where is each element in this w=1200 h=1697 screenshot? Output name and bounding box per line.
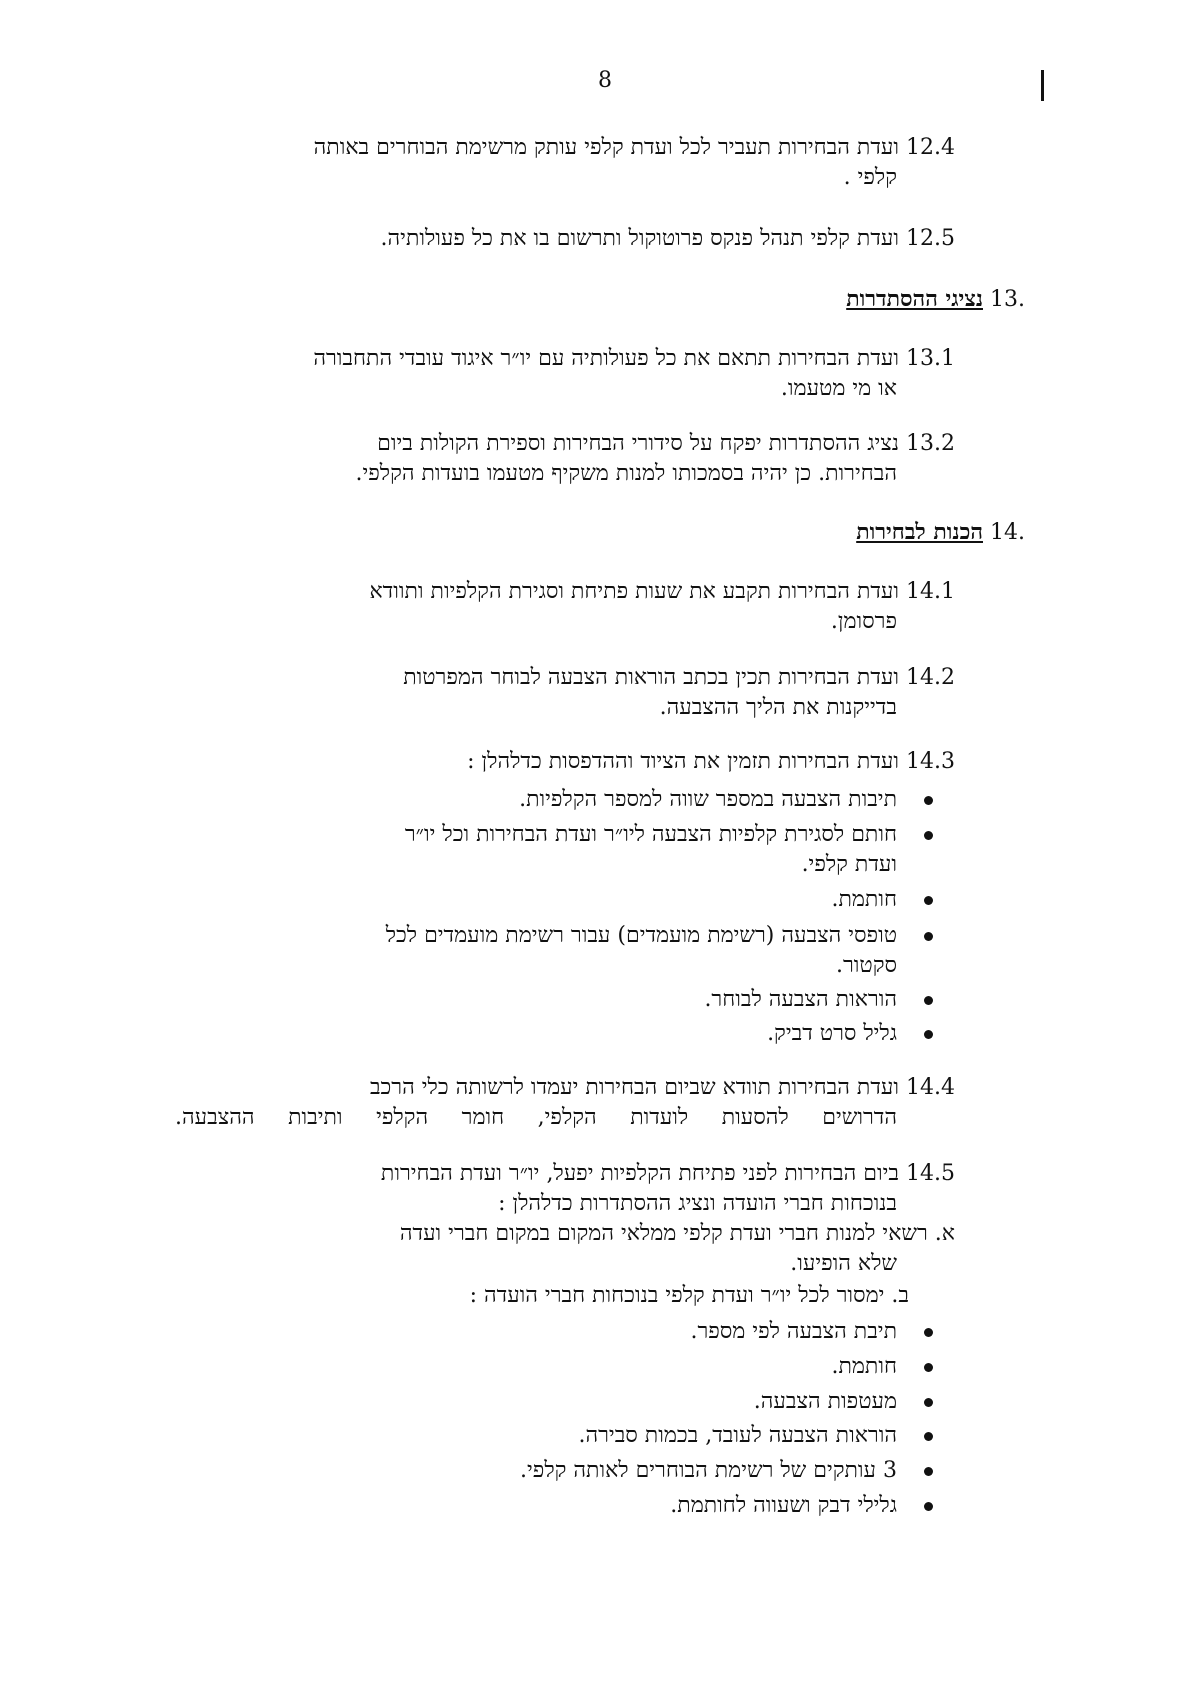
- sub-item-a-line-1: [400, 1220, 955, 1248]
- section-12-5-line-1: [381, 225, 955, 253]
- bullet-item: תיבת הצבעה לפי מספר.: [690, 1319, 897, 1344]
- section-12-4-line-2: קלפי .: [843, 165, 897, 190]
- section-text: ועדת קלפי תנהל פנקס פרוטוקול ותרשום בו את כל פעולותיה.: [380, 226, 900, 251]
- section-text: ועדת הבחירות תכין בכתב הוראות הצבעה לבוחר המפרטות: [403, 665, 900, 690]
- section-14-2-line-1: [403, 664, 955, 692]
- heading-number: 14.: [990, 520, 1025, 545]
- bullet-item: 3 עותקים של רשימת הבוחרים לאותה קלפי.: [520, 1458, 897, 1483]
- bullet-item: גליל סרט דביק.: [767, 1021, 897, 1046]
- bullet-icon: [924, 896, 933, 905]
- section-text: ביום הבחירות לפני פתיחת הקלפיות יפעל, יו״ר ועדת הבחירות: [380, 1161, 900, 1186]
- section-number: 12.4: [906, 135, 955, 160]
- bullet-icon: [924, 1363, 933, 1372]
- section-13-2-line-2: הבחירות. כן יהיה בסמכותו למנות משקיף מטעמו בועדות הקלפי.: [355, 461, 897, 486]
- section-number: 14.5: [906, 1161, 955, 1186]
- bullet-icon: [924, 996, 933, 1005]
- bullet-icon: [924, 796, 933, 805]
- section-13-2-line-1: [377, 430, 955, 458]
- bullet-icon: [924, 932, 933, 941]
- section-14-4-line-1: [370, 1074, 955, 1102]
- sub-item-b-line-1: [470, 1282, 909, 1310]
- bullet-item: טופסי הצבעה (רשימת מועמדים) עבור רשימת מועמדים לכל: [385, 923, 897, 948]
- bullet-icon: [924, 1030, 933, 1039]
- section-12-4-line-1: [314, 134, 955, 162]
- bullet-icon: [924, 1398, 933, 1407]
- bullet-item: גלילי דבק ושעווה לחותמת.: [670, 1493, 897, 1518]
- section-number: 13.1: [906, 346, 955, 371]
- section-14-5-line-1: [381, 1160, 955, 1188]
- section-number: 12.5: [906, 226, 955, 251]
- heading-number: 13.: [990, 287, 1025, 312]
- bullet-item: חותמת.: [831, 1354, 897, 1379]
- heading-14: [856, 518, 1025, 547]
- sub-item-text: ימסור לכל יו״ר ועדת קלפי בנוכחות חברי הועדה :: [469, 1283, 885, 1308]
- heading-title: נציגי ההסתדרות: [846, 286, 983, 312]
- bullet-item-continuation: סקטור.: [835, 953, 897, 978]
- section-14-1-line-2: פרסומן.: [830, 609, 897, 634]
- bullet-icon: [924, 1502, 933, 1511]
- bullet-item: חותמת.: [831, 887, 897, 912]
- section-text: ועדת הבחירות תוודא שביום הבחירות יעמדו לרשותה כלי הרכב: [369, 1075, 900, 1100]
- section-number: 14.4: [906, 1075, 955, 1100]
- heading-13: [846, 285, 1025, 314]
- section-14-4-line-2: הדרושים להסעות לועדות הקלפי, חומר הקלפי ותיבות ההצבעה.: [175, 1105, 897, 1130]
- section-14-2-line-2: בדייקנות את הליך ההצבעה.: [659, 695, 897, 720]
- section-text: ועדת הבחירות תעביר לכל ועדת קלפי עותק מרשימת הבוחרים באותה: [313, 135, 900, 160]
- section-14-1-line-1: [369, 578, 955, 606]
- section-13-1-line-1: [313, 345, 955, 373]
- section-text: ועדת הבחירות תתאם את כל פעולותיה עם יו״ר איגוד עובדי התחבורה: [313, 346, 900, 371]
- bullet-item: מעטפות הצבעה.: [753, 1389, 897, 1414]
- sub-item-a-line-2: שלא הופיעו.: [790, 1251, 897, 1276]
- bullet-icon: [924, 1432, 933, 1441]
- bullet-item: תיבות הצבעה במספר שווה למספר הקלפיות.: [519, 787, 897, 812]
- section-number: 14.3: [906, 749, 955, 774]
- section-14-5-line-2: בנוכחות חברי הועדה ונציג ההסתדרות כדלהלן :: [498, 1191, 897, 1216]
- section-number: 14.1: [906, 579, 955, 604]
- bullet-item: חותם לסגירת קלפיות הצבעה ליו״ר ועדת הבחירות וכל יו״ר: [404, 822, 897, 847]
- bullet-item: הוראות הצבעה לבוחר.: [704, 987, 897, 1012]
- heading-title: הכנות לבחירות: [856, 519, 983, 545]
- bullet-icon: [924, 1328, 933, 1337]
- section-13-1-line-2: או מי מטעמו.: [780, 376, 897, 401]
- sub-item-letter: ב.: [891, 1283, 909, 1308]
- section-number: 14.2: [906, 665, 955, 690]
- sub-item-letter: א.: [934, 1221, 955, 1246]
- section-text: נציג ההסתדרות יפקח על סידורי הבחירות וספירת הקולות ביום: [377, 431, 900, 456]
- bullet-icon: [924, 1467, 933, 1476]
- section-number: 13.2: [906, 431, 955, 456]
- bullet-icon: [924, 831, 933, 840]
- bullet-item-continuation: ועדת קלפי.: [801, 852, 897, 877]
- section-14-3-line-1: [467, 748, 955, 776]
- bullet-item: הוראות הצבעה לעובד, בכמות סבירה.: [578, 1423, 897, 1448]
- page-number: 8: [598, 68, 612, 93]
- section-text: ועדת הבחירות תזמין את הציוד וההדפסות כדלהלן :: [467, 749, 900, 774]
- sub-item-text: רשאי למנות חברי ועדת קלפי ממלאי המקום במקום חברי ועדה: [399, 1221, 928, 1246]
- margin-bar: [1041, 70, 1044, 101]
- section-text: ועדת הבחירות תקבע את שעות פתיחת וסגירת הקלפיות ותוודא: [369, 579, 900, 604]
